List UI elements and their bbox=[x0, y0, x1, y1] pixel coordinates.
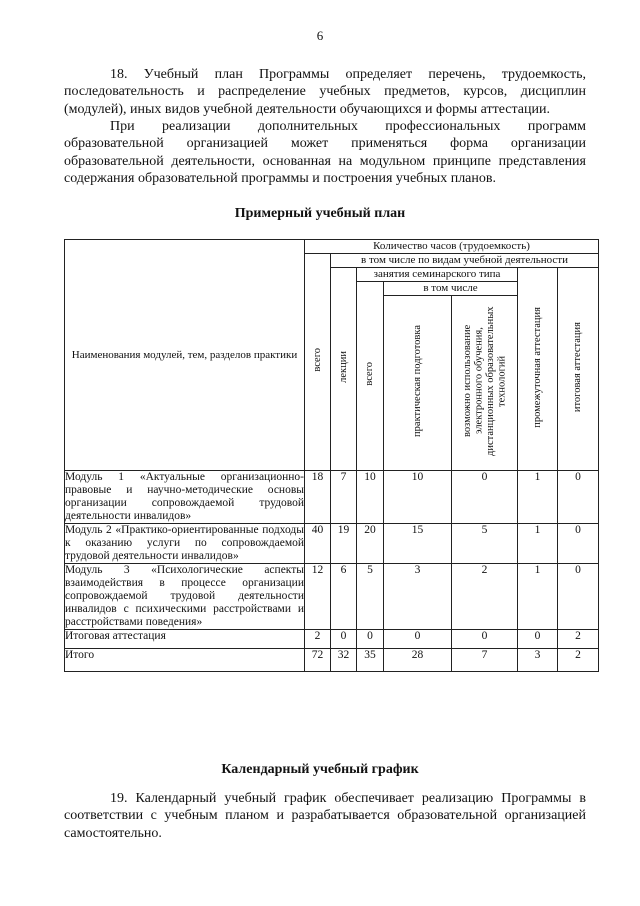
row-name: Модуль 2 «Практико-ориентированные подходы к оказанию услуги по сопровождаемой трудовой деятельности инвалидов» bbox=[65, 523, 304, 562]
table-row bbox=[65, 629, 599, 648]
plan-title: Примерный учебный план bbox=[234, 206, 406, 221]
cell-lectures: 19 bbox=[331, 523, 357, 563]
paragraph-implementation: При реализации дополнительных профессиональных программ образовательной организацией может применяться форма организации образовательной деятельности, основанная на модульном принципе представления содержания образовательной программы и построения учебных планов. bbox=[64, 119, 586, 187]
header-total: всего bbox=[305, 254, 331, 471]
header-including: в том числе bbox=[384, 282, 518, 296]
cell-seminar: 5 bbox=[357, 563, 384, 629]
header-lectures: лекции bbox=[331, 268, 357, 471]
cell-lectures: 6 bbox=[331, 563, 357, 629]
cell-lectures: 32 bbox=[331, 648, 357, 671]
row-name: Итого bbox=[65, 648, 305, 671]
cell-total: 40 bbox=[305, 523, 331, 563]
cell-final: 2 bbox=[558, 648, 599, 671]
row-name: Модуль 1 «Актуальные организационно-правовые и научно-методические основы организации сопровождаемой трудовой деятельности инвалидов» bbox=[65, 470, 304, 522]
cell-final: 0 bbox=[558, 523, 599, 563]
table-row bbox=[65, 648, 599, 671]
header-practical: практическая подготовка bbox=[384, 296, 452, 471]
header-seminar: занятия семинарского типа bbox=[357, 268, 518, 282]
header-name: Наименования модулей, тем, разделов практики bbox=[65, 240, 305, 471]
cell-practical: 28 bbox=[384, 648, 452, 671]
cell-lectures: 7 bbox=[331, 470, 357, 523]
header-hours: Количество часов (трудоемкость) bbox=[305, 240, 599, 254]
cell-final: 2 bbox=[558, 629, 599, 648]
cell-total: 72 bbox=[305, 648, 331, 671]
cell-practical: 0 bbox=[384, 629, 452, 648]
row-name: Модуль 3 «Психологические аспекты взаимодействия в процессе организации сопровождаемой трудовой деятельности инвалидов с психическими расстройствами и расстройствами поведения» bbox=[65, 563, 304, 628]
paragraph-19: 19. Календарный учебный график обеспечивает реализацию Программы в соответствии с учебным планом и разрабатывается образовательной организацией самостоятельно. bbox=[64, 791, 586, 841]
row-name: Итоговая аттестация bbox=[65, 629, 305, 648]
cell-intermediate: 1 bbox=[518, 563, 558, 629]
page-number: 6 bbox=[316, 28, 324, 43]
cell-total: 18 bbox=[305, 470, 331, 523]
cell-total: 2 bbox=[305, 629, 331, 648]
cell-seminar: 20 bbox=[357, 523, 384, 563]
cell-total: 12 bbox=[305, 563, 331, 629]
cell-intermediate: 1 bbox=[518, 523, 558, 563]
cell-intermediate: 1 bbox=[518, 470, 558, 523]
cell-seminar: 10 bbox=[357, 470, 384, 523]
cell-intermediate: 0 bbox=[518, 629, 558, 648]
schedule-title: Календарный учебный график bbox=[221, 762, 419, 777]
table-row bbox=[65, 563, 599, 629]
cell-seminar: 0 bbox=[357, 629, 384, 648]
table-row bbox=[65, 470, 599, 523]
cell-intermediate: 3 bbox=[518, 648, 558, 671]
header-final: итоговая аттестация bbox=[558, 268, 599, 471]
cell-elearning: 0 bbox=[452, 629, 518, 648]
cell-practical: 15 bbox=[384, 523, 452, 563]
cell-elearning: 7 bbox=[452, 648, 518, 671]
header-intermediate: промежуточная аттестация bbox=[518, 268, 558, 471]
cell-practical: 10 bbox=[384, 470, 452, 523]
paragraph-18: 18. Учебный план Программы определяет перечень, трудоемкость, последовательность и распределение учебных предметов, курсов, дисциплин (модулей), иных видов учебной деятельности обучающихся и формы аттестации. bbox=[64, 67, 586, 117]
header-elearning: возможно использование электронного обучения, дистанционных образовательных технологий bbox=[452, 296, 518, 471]
cell-elearning: 5 bbox=[452, 523, 518, 563]
header-by-type: в том числе по видам учебной деятельности bbox=[331, 254, 599, 268]
cell-seminar: 35 bbox=[357, 648, 384, 671]
header-seminar-total: всего bbox=[357, 282, 384, 471]
cell-lectures: 0 bbox=[331, 629, 357, 648]
table-row bbox=[65, 523, 599, 563]
cell-practical: 3 bbox=[384, 563, 452, 629]
cell-final: 0 bbox=[558, 470, 599, 523]
cell-final: 0 bbox=[558, 563, 599, 629]
cell-elearning: 2 bbox=[452, 563, 518, 629]
cell-elearning: 0 bbox=[452, 470, 518, 523]
curriculum-table bbox=[64, 239, 599, 672]
